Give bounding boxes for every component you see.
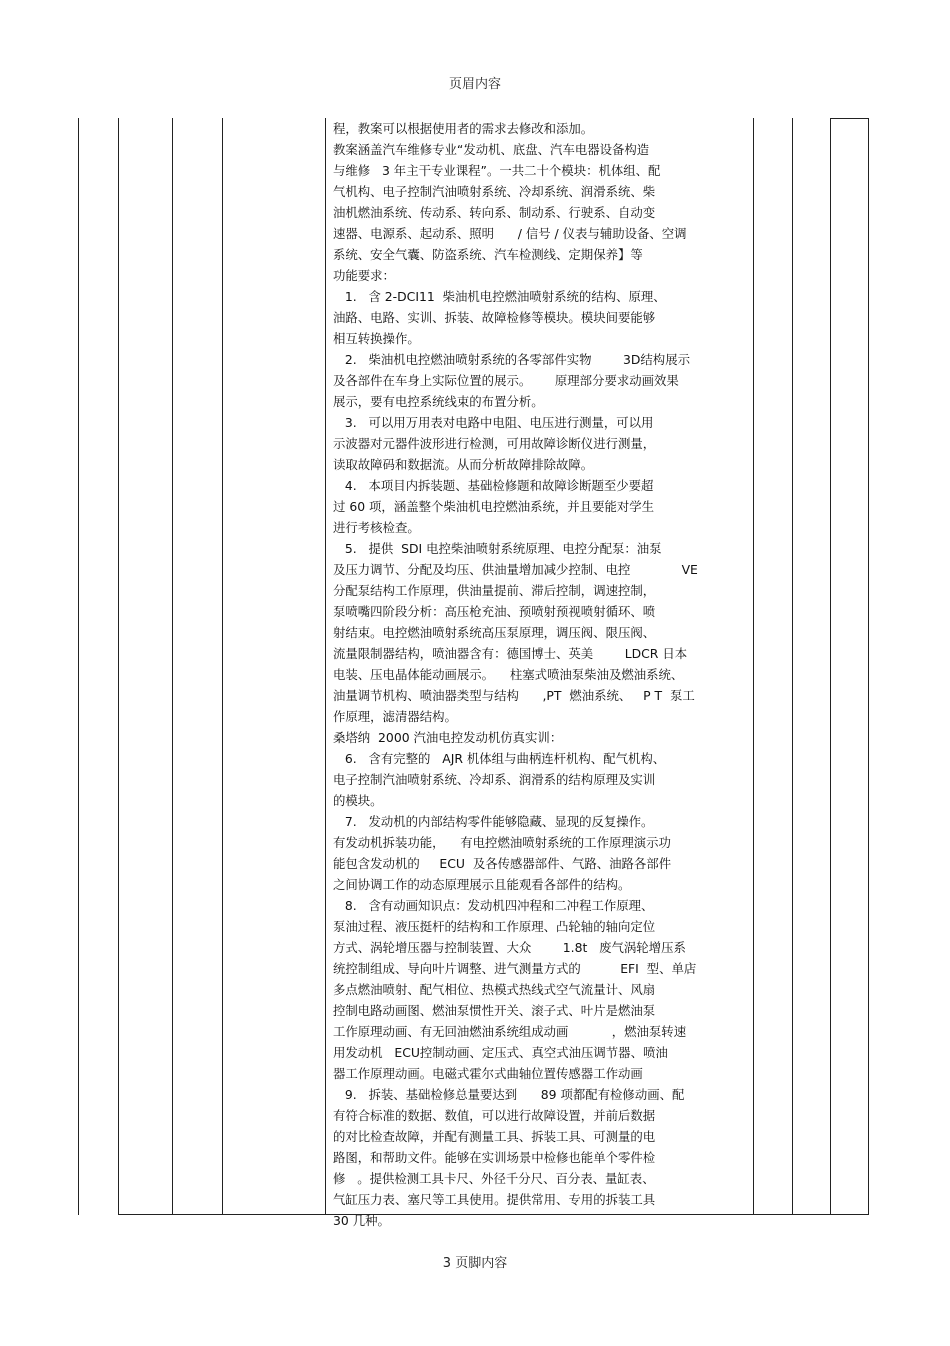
text-line: 5. 提供 SDI 电控柴油喷射系统原理、电控分配泵：油泵	[333, 541, 662, 556]
text-line: 8. 含有动画知识点：发动机四冲程和二冲程工作原理、	[333, 898, 654, 913]
table-border-left	[78, 118, 79, 1215]
text-line: 路图，和帮助文件。能够在实训场景中检修也能单个零件检	[333, 1150, 656, 1165]
text-line: 器工作原理动画。电磁式霍尔式曲轴位置传感器工作动画	[333, 1066, 643, 1081]
page-header: 页眉内容	[448, 77, 501, 92]
text-line: 过 60 项，涵盖整个柴油机电控燃油系统，并且要能对学生	[333, 499, 655, 514]
text-line: 流量限制器结构，喷油器含有：德国博士、英美 LDCR 日本	[333, 646, 688, 661]
text-line: 2. 柴油机电控燃油喷射系统的各零部件实物 3D结构展示	[333, 352, 690, 367]
text-line: 程，教案可以根据使用者的需求去修改和添加。	[333, 121, 594, 136]
last-cell-top-border	[830, 118, 869, 119]
text-line: 泵喷嘴四阶段分析：高压枪充油、预喷射预视喷射循环、喷	[333, 604, 656, 619]
text-line: 4. 本项目内拆装题、基础检修题和故障诊断题至少要超	[333, 478, 654, 493]
text-line: 之间协调工作的动态原理展示且能观看各部件的结构。	[333, 877, 631, 892]
text-line: 泵油过程、液压挺杆的结构和工作原理、凸轮轴的轴向定位	[333, 919, 656, 934]
table-border-right	[868, 118, 869, 1215]
text-line: 油路、电路、实训、拆装、故障检修等模块。模块间要能够	[333, 310, 656, 325]
text-line: 用发动机 ECU控制动画、定压式、真空式油压调节器、喷油	[333, 1045, 668, 1060]
text-line: 3. 可以用万用表对电路中电阻、电压进行测量，可以用	[333, 415, 654, 430]
text-line: 修 。提供检测工具卡尺、外径千分尺、百分表、量缸表、	[333, 1171, 655, 1186]
text-line: 教案涵盖汽车维修专业“发动机、底盘、汽车电器设备构造	[333, 142, 650, 157]
text-line: 统控制组成、导向叶片调整、进气测量方式的 EFI 型、单店	[333, 961, 697, 976]
text-line: 30 几种。	[333, 1213, 390, 1228]
text-line: 9. 拆装、基础检修总量要达到 89 项都配有检修动画、配	[333, 1087, 685, 1102]
text-line: 方式、涡轮增压器与控制装置、大众 1.8t 废气涡轮增压系	[333, 940, 686, 955]
text-line: 7. 发动机的内部结构零件能够隐藏、显现的反复操作。	[333, 814, 654, 829]
text-line: 及各部件在车身上实际位置的展示。 原理部分要求动画效果	[333, 373, 679, 388]
table-column-divider	[325, 118, 326, 1215]
text-line: 读取故障码和数据流。从而分析故障排除故障。	[333, 457, 594, 472]
table-column-divider	[118, 118, 119, 1215]
text-line: 气缸压力表、塞尺等工具使用。提供常用、专用的拆装工具	[333, 1192, 656, 1207]
text-line: 与维修 3 年主干专业课程”。一共二十个模块：机体组、配	[333, 163, 661, 178]
table-column-divider	[830, 118, 831, 1215]
text-line: 油量调节机构、喷油器类型与结构 ,PT 燃油系统、 P T 泵工	[333, 688, 695, 703]
table-column-divider	[753, 118, 754, 1215]
text-line: 电子控制汽油喷射系统、冷却系、润滑系的结构原理及实训	[333, 772, 656, 787]
requirements-cell-text	[333, 118, 751, 1231]
text-line: 气机构、电子控制汽油喷射系统、冷却系统、润滑系统、柴	[333, 184, 656, 199]
text-line: 1. 含 2-DCI11 柴油机电控燃油喷射系统的结构、原理、	[333, 289, 666, 304]
page-footer: 3 页脚内容	[442, 1256, 508, 1271]
text-line: 能包含发动机的 ECU 及各传感器部件、气路、油路各部件	[333, 856, 672, 871]
text-line: 油机燃油系统、传动系、转向系、制动系、行驶系、自动变	[333, 205, 656, 220]
text-line: 作原理，滤清器结构。	[333, 709, 457, 724]
text-line: 相互转换操作。	[333, 331, 420, 346]
text-line: 及压力调节、分配及均压、供油量增加减少控制、电控 VE	[333, 562, 698, 577]
text-line: 展示，要有电控系统线束的布置分析。	[333, 394, 544, 409]
text-line: 功能要求：	[333, 268, 395, 283]
text-line: 的对比检查故障，并配有测量工具、拆装工具、可测量的电	[333, 1129, 656, 1144]
text-line: 控制电路动画图、燃油泵惯性开关、滚子式、叶片是燃油泵	[333, 1003, 656, 1018]
text-line: 桑塔纳 2000 汽油电控发动机仿真实训：	[333, 730, 563, 745]
text-line: 工作原理动画、有无回油燃油系统组成动画 ，燃油泵转速	[333, 1024, 687, 1039]
text-line: 的模块。	[333, 793, 383, 808]
text-line: 速器、电源系、起动系、照明 / 信号 / 仪表与辅助设备、空调	[333, 226, 687, 241]
text-line: 电装、压电晶体能动画展示。 柱塞式喷油泵柴油及燃油系统、	[333, 667, 684, 682]
text-line: 射结束。电控燃油喷射系统高压泵原理，调压阀、限压阀、	[333, 625, 656, 640]
table-column-divider	[792, 118, 793, 1215]
text-line: 进行考核检查。	[333, 520, 420, 535]
text-line: 有发动机拆装功能， 有电控燃油喷射系统的工作原理演示功	[333, 835, 671, 850]
text-line: 系统、安全气囊、防盗系统、汽车检测线、定期保养】等	[333, 247, 643, 262]
text-line: 6. 含有完整的 AJR 机体组与曲柄连杆机构、配气机构、	[333, 751, 666, 766]
text-line: 多点燃油喷射、配气相位、热模式热线式空气流量计、风扇	[333, 982, 656, 997]
table-column-divider	[222, 118, 223, 1215]
table-column-divider	[172, 118, 173, 1215]
text-line: 示波器对元器件波形进行检测，可用故障诊断仪进行测量，	[333, 436, 656, 451]
text-line: 有符合标准的数据、数值，可以进行故障设置，并前后数据	[333, 1108, 656, 1123]
text-line: 分配泵结构工作原理，供油量提前、滞后控制，调速控制，	[333, 583, 656, 598]
